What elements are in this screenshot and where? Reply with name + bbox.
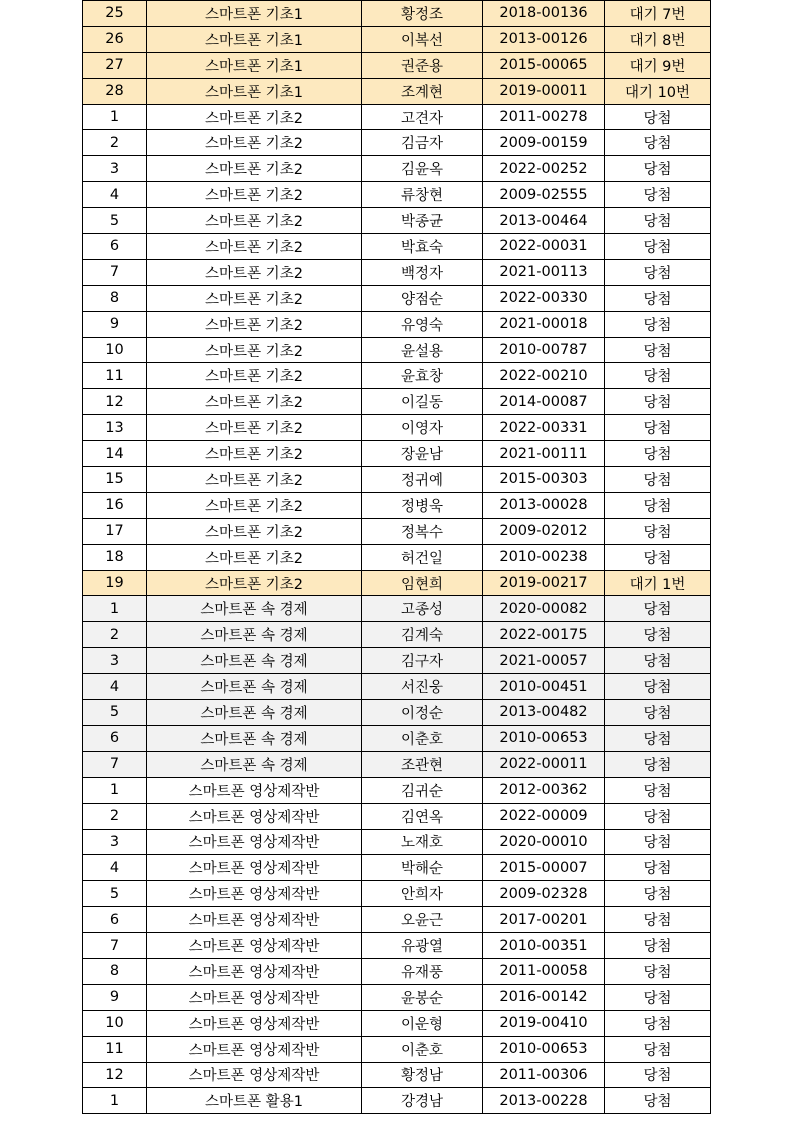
applicant-name-cell: 백정자 bbox=[362, 259, 483, 285]
row-number-cell: 17 bbox=[83, 518, 147, 544]
row-number-cell: 8 bbox=[83, 285, 147, 311]
member-id-cell: 2010-00653 bbox=[483, 1036, 605, 1062]
member-id-cell: 2015-00065 bbox=[483, 52, 605, 78]
course-name-cell: 스마트폰 속 경제 bbox=[147, 700, 362, 726]
course-name-cell: 스마트폰 기초1 bbox=[147, 1, 362, 27]
member-id-cell: 2010-00653 bbox=[483, 725, 605, 751]
row-number-cell: 1 bbox=[83, 777, 147, 803]
course-name-cell: 스마트폰 기초2 bbox=[147, 130, 362, 156]
table-row bbox=[83, 803, 711, 829]
applicant-name-cell: 허건일 bbox=[362, 544, 483, 570]
result-status-cell: 당첨 bbox=[605, 337, 711, 363]
table-row bbox=[83, 467, 711, 493]
member-id-cell: 2013-00228 bbox=[483, 1088, 605, 1114]
row-number-cell: 2 bbox=[83, 803, 147, 829]
row-number-cell: 10 bbox=[83, 1010, 147, 1036]
member-id-cell: 2014-00087 bbox=[483, 389, 605, 415]
course-name-cell: 스마트폰 기초1 bbox=[147, 78, 362, 104]
course-name-cell: 스마트폰 속 경제 bbox=[147, 674, 362, 700]
applicant-name-cell: 김귀순 bbox=[362, 777, 483, 803]
applicant-name-cell: 노재호 bbox=[362, 829, 483, 855]
table-row bbox=[83, 363, 711, 389]
result-status-cell: 당첨 bbox=[605, 881, 711, 907]
row-number-cell: 4 bbox=[83, 855, 147, 881]
course-name-cell: 스마트폰 기초2 bbox=[147, 544, 362, 570]
table-row bbox=[83, 933, 711, 959]
member-id-cell: 2010-00451 bbox=[483, 674, 605, 700]
member-id-cell: 2009-02328 bbox=[483, 881, 605, 907]
applicant-name-cell: 윤효창 bbox=[362, 363, 483, 389]
table-row bbox=[83, 52, 711, 78]
member-id-cell: 2021-00111 bbox=[483, 441, 605, 467]
member-id-cell: 2022-00175 bbox=[483, 622, 605, 648]
applicant-name-cell: 김금자 bbox=[362, 130, 483, 156]
member-id-cell: 2019-00011 bbox=[483, 78, 605, 104]
course-name-cell: 스마트폰 영상제작반 bbox=[147, 803, 362, 829]
member-id-cell: 2013-00464 bbox=[483, 208, 605, 234]
row-number-cell: 6 bbox=[83, 234, 147, 260]
member-id-cell: 2009-02012 bbox=[483, 518, 605, 544]
course-name-cell: 스마트폰 영상제작반 bbox=[147, 1010, 362, 1036]
applicant-name-cell: 황정남 bbox=[362, 1062, 483, 1088]
result-status-cell: 당첨 bbox=[605, 648, 711, 674]
applicant-name-cell: 안희자 bbox=[362, 881, 483, 907]
row-number-cell: 18 bbox=[83, 544, 147, 570]
applicant-name-cell: 유영숙 bbox=[362, 311, 483, 337]
lottery-results-body bbox=[83, 1, 711, 1114]
table-row bbox=[83, 1062, 711, 1088]
table-row bbox=[83, 130, 711, 156]
table-row bbox=[83, 78, 711, 104]
result-status-cell: 당첨 bbox=[605, 441, 711, 467]
row-number-cell: 10 bbox=[83, 337, 147, 363]
row-number-cell: 5 bbox=[83, 208, 147, 234]
course-name-cell: 스마트폰 영상제작반 bbox=[147, 855, 362, 881]
course-name-cell: 스마트폰 기초2 bbox=[147, 104, 362, 130]
course-name-cell: 스마트폰 기초1 bbox=[147, 52, 362, 78]
result-status-cell: 당첨 bbox=[605, 984, 711, 1010]
member-id-cell: 2013-00028 bbox=[483, 492, 605, 518]
row-number-cell: 4 bbox=[83, 182, 147, 208]
result-status-cell: 당첨 bbox=[605, 156, 711, 182]
row-number-cell: 7 bbox=[83, 933, 147, 959]
row-number-cell: 2 bbox=[83, 130, 147, 156]
result-status-cell: 당첨 bbox=[605, 1062, 711, 1088]
member-id-cell: 2021-00018 bbox=[483, 311, 605, 337]
course-name-cell: 스마트폰 영상제작반 bbox=[147, 1062, 362, 1088]
result-status-cell: 당첨 bbox=[605, 389, 711, 415]
row-number-cell: 1 bbox=[83, 596, 147, 622]
table-row bbox=[83, 1088, 711, 1114]
result-status-cell: 당첨 bbox=[605, 1010, 711, 1036]
course-name-cell: 스마트폰 기초2 bbox=[147, 208, 362, 234]
table-row bbox=[83, 570, 711, 596]
result-status-cell: 당첨 bbox=[605, 674, 711, 700]
member-id-cell: 2020-00010 bbox=[483, 829, 605, 855]
course-name-cell: 스마트폰 기초2 bbox=[147, 285, 362, 311]
applicant-name-cell: 정병욱 bbox=[362, 492, 483, 518]
result-status-cell: 당첨 bbox=[605, 544, 711, 570]
course-name-cell: 스마트폰 기초2 bbox=[147, 518, 362, 544]
result-status-cell: 당첨 bbox=[605, 855, 711, 881]
applicant-name-cell: 이복선 bbox=[362, 26, 483, 52]
result-status-cell: 당첨 bbox=[605, 285, 711, 311]
table-row bbox=[83, 1, 711, 27]
course-name-cell: 스마트폰 기초1 bbox=[147, 26, 362, 52]
applicant-name-cell: 이춘호 bbox=[362, 1036, 483, 1062]
table-row bbox=[83, 285, 711, 311]
member-id-cell: 2010-00351 bbox=[483, 933, 605, 959]
applicant-name-cell: 윤봉순 bbox=[362, 984, 483, 1010]
row-number-cell: 11 bbox=[83, 1036, 147, 1062]
course-name-cell: 스마트폰 기초2 bbox=[147, 156, 362, 182]
course-name-cell: 스마트폰 영상제작반 bbox=[147, 829, 362, 855]
course-name-cell: 스마트폰 기초2 bbox=[147, 259, 362, 285]
result-status-cell: 당첨 bbox=[605, 777, 711, 803]
applicant-name-cell: 강경남 bbox=[362, 1088, 483, 1114]
table-row bbox=[83, 492, 711, 518]
result-status-cell: 당첨 bbox=[605, 259, 711, 285]
member-id-cell: 2009-00159 bbox=[483, 130, 605, 156]
member-id-cell: 2022-00210 bbox=[483, 363, 605, 389]
table-row bbox=[83, 751, 711, 777]
member-id-cell: 2020-00082 bbox=[483, 596, 605, 622]
result-status-cell: 당첨 bbox=[605, 234, 711, 260]
row-number-cell: 6 bbox=[83, 725, 147, 751]
member-id-cell: 2017-00201 bbox=[483, 907, 605, 933]
applicant-name-cell: 박해순 bbox=[362, 855, 483, 881]
result-status-cell: 당첨 bbox=[605, 311, 711, 337]
result-status-cell: 당첨 bbox=[605, 518, 711, 544]
table-row bbox=[83, 234, 711, 260]
result-status-cell: 당첨 bbox=[605, 596, 711, 622]
applicant-name-cell: 이운형 bbox=[362, 1010, 483, 1036]
result-status-cell: 당첨 bbox=[605, 829, 711, 855]
applicant-name-cell: 김계숙 bbox=[362, 622, 483, 648]
table-row bbox=[83, 182, 711, 208]
member-id-cell: 2012-00362 bbox=[483, 777, 605, 803]
row-number-cell: 4 bbox=[83, 674, 147, 700]
table-row bbox=[83, 259, 711, 285]
table-row bbox=[83, 311, 711, 337]
member-id-cell: 2011-00306 bbox=[483, 1062, 605, 1088]
table-row bbox=[83, 648, 711, 674]
applicant-name-cell: 김연옥 bbox=[362, 803, 483, 829]
course-name-cell: 스마트폰 활용1 bbox=[147, 1088, 362, 1114]
table-row bbox=[83, 777, 711, 803]
applicant-name-cell: 양점순 bbox=[362, 285, 483, 311]
table-row bbox=[83, 389, 711, 415]
result-status-cell: 당첨 bbox=[605, 208, 711, 234]
table-row bbox=[83, 674, 711, 700]
row-number-cell: 3 bbox=[83, 648, 147, 674]
result-status-cell: 대기 9번 bbox=[605, 52, 711, 78]
applicant-name-cell: 오윤근 bbox=[362, 907, 483, 933]
member-id-cell: 2013-00482 bbox=[483, 700, 605, 726]
applicant-name-cell: 고종성 bbox=[362, 596, 483, 622]
course-name-cell: 스마트폰 영상제작반 bbox=[147, 984, 362, 1010]
table-row bbox=[83, 544, 711, 570]
table-row bbox=[83, 1010, 711, 1036]
member-id-cell: 2011-00278 bbox=[483, 104, 605, 130]
row-number-cell: 9 bbox=[83, 311, 147, 337]
row-number-cell: 2 bbox=[83, 622, 147, 648]
result-status-cell: 당첨 bbox=[605, 1036, 711, 1062]
row-number-cell: 19 bbox=[83, 570, 147, 596]
table-row bbox=[83, 907, 711, 933]
member-id-cell: 2015-00303 bbox=[483, 467, 605, 493]
applicant-name-cell: 이정순 bbox=[362, 700, 483, 726]
table-row bbox=[83, 596, 711, 622]
applicant-name-cell: 박효숙 bbox=[362, 234, 483, 260]
course-name-cell: 스마트폰 기초2 bbox=[147, 570, 362, 596]
table-row bbox=[83, 984, 711, 1010]
course-name-cell: 스마트폰 영상제작반 bbox=[147, 907, 362, 933]
course-name-cell: 스마트폰 기초2 bbox=[147, 234, 362, 260]
result-status-cell: 당첨 bbox=[605, 130, 711, 156]
row-number-cell: 3 bbox=[83, 156, 147, 182]
course-name-cell: 스마트폰 기초2 bbox=[147, 492, 362, 518]
course-name-cell: 스마트폰 기초2 bbox=[147, 441, 362, 467]
course-name-cell: 스마트폰 속 경제 bbox=[147, 596, 362, 622]
row-number-cell: 13 bbox=[83, 415, 147, 441]
result-status-cell: 당첨 bbox=[605, 415, 711, 441]
row-number-cell: 26 bbox=[83, 26, 147, 52]
course-name-cell: 스마트폰 영상제작반 bbox=[147, 1036, 362, 1062]
course-name-cell: 스마트폰 속 경제 bbox=[147, 725, 362, 751]
applicant-name-cell: 임현희 bbox=[362, 570, 483, 596]
member-id-cell: 2022-00331 bbox=[483, 415, 605, 441]
result-status-cell: 당첨 bbox=[605, 1088, 711, 1114]
course-name-cell: 스마트폰 기초2 bbox=[147, 467, 362, 493]
applicant-name-cell: 서진웅 bbox=[362, 674, 483, 700]
member-id-cell: 2022-00252 bbox=[483, 156, 605, 182]
result-status-cell: 당첨 bbox=[605, 104, 711, 130]
result-status-cell: 당첨 bbox=[605, 907, 711, 933]
member-id-cell: 2022-00031 bbox=[483, 234, 605, 260]
applicant-name-cell: 조관현 bbox=[362, 751, 483, 777]
course-name-cell: 스마트폰 영상제작반 bbox=[147, 958, 362, 984]
member-id-cell: 2022-00330 bbox=[483, 285, 605, 311]
applicant-name-cell: 유재풍 bbox=[362, 958, 483, 984]
applicant-name-cell: 이길동 bbox=[362, 389, 483, 415]
table-row bbox=[83, 337, 711, 363]
row-number-cell: 27 bbox=[83, 52, 147, 78]
table-row bbox=[83, 156, 711, 182]
course-name-cell: 스마트폰 기초2 bbox=[147, 415, 362, 441]
course-name-cell: 스마트폰 영상제작반 bbox=[147, 881, 362, 907]
row-number-cell: 9 bbox=[83, 984, 147, 1010]
table-row bbox=[83, 725, 711, 751]
course-name-cell: 스마트폰 기초2 bbox=[147, 182, 362, 208]
member-id-cell: 2011-00058 bbox=[483, 958, 605, 984]
row-number-cell: 12 bbox=[83, 389, 147, 415]
row-number-cell: 6 bbox=[83, 907, 147, 933]
table-row bbox=[83, 208, 711, 234]
result-status-cell: 당첨 bbox=[605, 803, 711, 829]
row-number-cell: 16 bbox=[83, 492, 147, 518]
member-id-cell: 2015-00007 bbox=[483, 855, 605, 881]
course-name-cell: 스마트폰 기초2 bbox=[147, 337, 362, 363]
row-number-cell: 8 bbox=[83, 958, 147, 984]
table-row bbox=[83, 958, 711, 984]
row-number-cell: 15 bbox=[83, 467, 147, 493]
member-id-cell: 2013-00126 bbox=[483, 26, 605, 52]
row-number-cell: 3 bbox=[83, 829, 147, 855]
row-number-cell: 28 bbox=[83, 78, 147, 104]
member-id-cell: 2010-00787 bbox=[483, 337, 605, 363]
course-name-cell: 스마트폰 기초2 bbox=[147, 389, 362, 415]
applicant-name-cell: 권준용 bbox=[362, 52, 483, 78]
lottery-results-table bbox=[82, 0, 711, 1114]
result-status-cell: 당첨 bbox=[605, 363, 711, 389]
course-name-cell: 스마트폰 기초2 bbox=[147, 311, 362, 337]
member-id-cell: 2019-00410 bbox=[483, 1010, 605, 1036]
applicant-name-cell: 류창현 bbox=[362, 182, 483, 208]
table-row bbox=[83, 829, 711, 855]
course-name-cell: 스마트폰 기초2 bbox=[147, 363, 362, 389]
table-row bbox=[83, 1036, 711, 1062]
course-name-cell: 스마트폰 영상제작반 bbox=[147, 933, 362, 959]
applicant-name-cell: 윤설용 bbox=[362, 337, 483, 363]
row-number-cell: 1 bbox=[83, 104, 147, 130]
course-name-cell: 스마트폰 속 경제 bbox=[147, 751, 362, 777]
applicant-name-cell: 황정조 bbox=[362, 1, 483, 27]
applicant-name-cell: 김윤옥 bbox=[362, 156, 483, 182]
applicant-name-cell: 유광열 bbox=[362, 933, 483, 959]
row-number-cell: 7 bbox=[83, 751, 147, 777]
result-status-cell: 당첨 bbox=[605, 467, 711, 493]
result-status-cell: 당첨 bbox=[605, 725, 711, 751]
applicant-name-cell: 고견자 bbox=[362, 104, 483, 130]
applicant-name-cell: 이영자 bbox=[362, 415, 483, 441]
member-id-cell: 2009-02555 bbox=[483, 182, 605, 208]
table-row bbox=[83, 415, 711, 441]
member-id-cell: 2018-00136 bbox=[483, 1, 605, 27]
member-id-cell: 2019-00217 bbox=[483, 570, 605, 596]
row-number-cell: 5 bbox=[83, 881, 147, 907]
result-status-cell: 당첨 bbox=[605, 700, 711, 726]
table-row bbox=[83, 855, 711, 881]
member-id-cell: 2021-00113 bbox=[483, 259, 605, 285]
applicant-name-cell: 박종균 bbox=[362, 208, 483, 234]
result-status-cell: 당첨 bbox=[605, 958, 711, 984]
applicant-name-cell: 정복수 bbox=[362, 518, 483, 544]
table-row bbox=[83, 441, 711, 467]
result-status-cell: 당첨 bbox=[605, 622, 711, 648]
course-name-cell: 스마트폰 속 경제 bbox=[147, 622, 362, 648]
row-number-cell: 12 bbox=[83, 1062, 147, 1088]
row-number-cell: 14 bbox=[83, 441, 147, 467]
table-row bbox=[83, 700, 711, 726]
course-name-cell: 스마트폰 속 경제 bbox=[147, 648, 362, 674]
member-id-cell: 2022-00009 bbox=[483, 803, 605, 829]
table-row bbox=[83, 26, 711, 52]
result-status-cell: 당첨 bbox=[605, 492, 711, 518]
member-id-cell: 2016-00142 bbox=[483, 984, 605, 1010]
table-row bbox=[83, 104, 711, 130]
result-status-cell: 대기 1번 bbox=[605, 570, 711, 596]
row-number-cell: 5 bbox=[83, 700, 147, 726]
row-number-cell: 1 bbox=[83, 1088, 147, 1114]
table-row bbox=[83, 622, 711, 648]
result-status-cell: 대기 10번 bbox=[605, 78, 711, 104]
result-status-cell: 당첨 bbox=[605, 933, 711, 959]
applicant-name-cell: 조계현 bbox=[362, 78, 483, 104]
row-number-cell: 7 bbox=[83, 259, 147, 285]
applicant-name-cell: 장윤남 bbox=[362, 441, 483, 467]
row-number-cell: 25 bbox=[83, 1, 147, 27]
result-status-cell: 당첨 bbox=[605, 182, 711, 208]
member-id-cell: 2021-00057 bbox=[483, 648, 605, 674]
applicant-name-cell: 김구자 bbox=[362, 648, 483, 674]
result-status-cell: 당첨 bbox=[605, 751, 711, 777]
result-status-cell: 대기 7번 bbox=[605, 1, 711, 27]
table-row bbox=[83, 518, 711, 544]
course-name-cell: 스마트폰 영상제작반 bbox=[147, 777, 362, 803]
row-number-cell: 11 bbox=[83, 363, 147, 389]
applicant-name-cell: 정귀예 bbox=[362, 467, 483, 493]
table-row bbox=[83, 881, 711, 907]
member-id-cell: 2010-00238 bbox=[483, 544, 605, 570]
result-status-cell: 대기 8번 bbox=[605, 26, 711, 52]
member-id-cell: 2022-00011 bbox=[483, 751, 605, 777]
applicant-name-cell: 이춘호 bbox=[362, 725, 483, 751]
